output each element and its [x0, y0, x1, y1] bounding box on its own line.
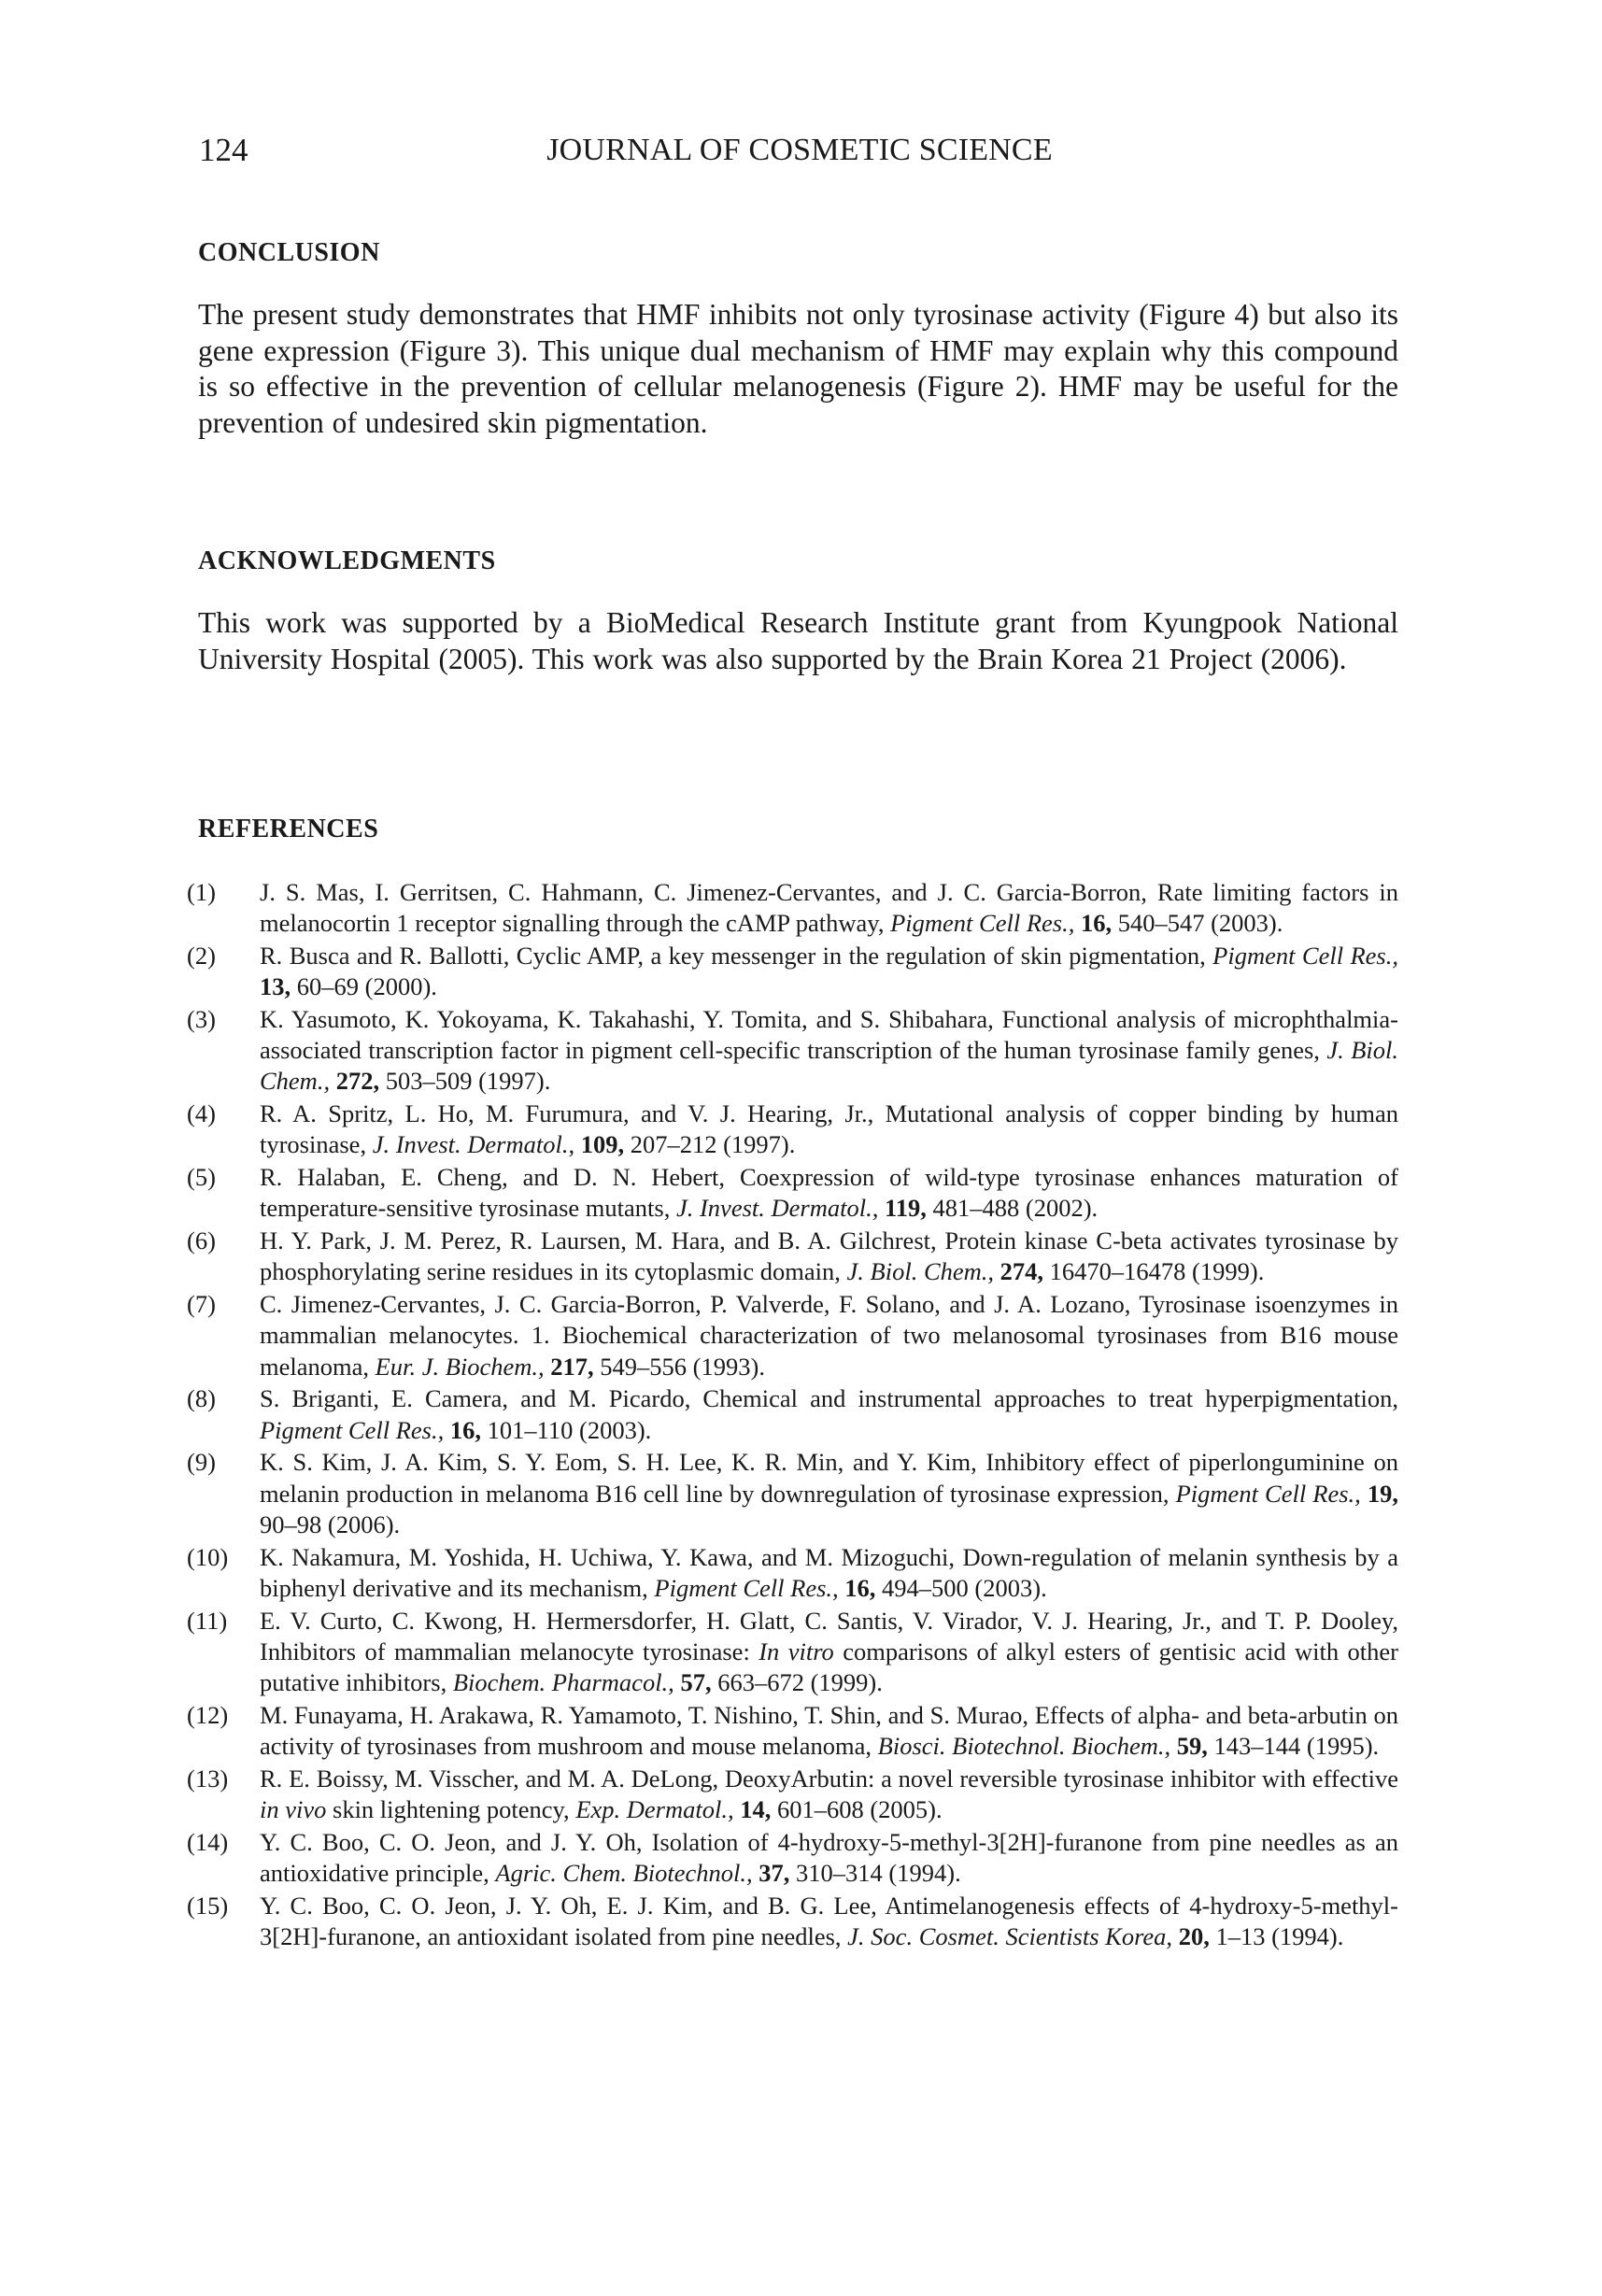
reference-item: [187, 1098, 1398, 1160]
reference-item: [187, 1764, 1398, 1825]
reference-number: (10): [187, 1542, 229, 1571]
reference-text: 1–13 (1994).: [1209, 1922, 1344, 1951]
reference-emphasis: In vitro: [758, 1637, 834, 1665]
reference-text: H. Y. Park, J. M. Perez, R. Laursen, M. Hara, and B. A. Gilchrest, Protein kinase C-beta activates tyrosinase by phosphorylating serine residues in its cytoplasmic domain,: [260, 1226, 1398, 1286]
references-heading: REFERENCES: [198, 815, 379, 843]
reference-item: [187, 877, 1398, 939]
reference-text: 601–608 (2005).: [771, 1795, 943, 1824]
reference-text: K. Nakamura, M. Yoshida, H. Uchiwa, Y. Kawa, and M. Mizoguchi, Down-regulation of melanin synthesis by a biphenyl derivative and its mechanism,: [260, 1542, 1398, 1602]
reference-number: (4): [187, 1099, 216, 1128]
reference-text: 90–98 (2006).: [260, 1509, 401, 1538]
reference-item: [187, 1162, 1398, 1224]
reference-text: Y. C. Boo, C. O. Jeon, and J. Y. Oh, Isolation of 4-hydroxy-5-methyl-3[2H]-furanone from pine needles as an antioxidative principle,: [260, 1827, 1398, 1888]
reference-number: (12): [187, 1700, 229, 1729]
reference-item: [187, 1606, 1398, 1699]
reference-text: 101–110 (2003).: [481, 1415, 652, 1444]
reference-text: comparisons of alkyl esters of gentisic acid with other putative inhibitors,: [260, 1637, 1399, 1697]
reference-item: [187, 1891, 1398, 1952]
reference-number: (1): [187, 878, 216, 906]
reference-item: [187, 1004, 1398, 1098]
reference-journal: J. Invest. Dermatol.,: [372, 1130, 575, 1159]
reference-journal: Biochem. Pharmacol.,: [452, 1668, 674, 1697]
reference-journal: Eur. J. Biochem.,: [375, 1352, 545, 1381]
reference-journal: J. Invest. Dermatol.,: [675, 1194, 879, 1223]
reference-number: (3): [187, 1005, 216, 1033]
reference-volume: 119,: [884, 1194, 927, 1223]
reference-volume: 57,: [680, 1668, 712, 1697]
reference-text: M. Funayama, H. Arakawa, R. Yamamoto, T. Nishino, T. Shin, and S. Murao, Effects of alpha- and beta-arbutin on activity of tyrosinases from mushroom and mouse melanoma,: [260, 1700, 1398, 1761]
reference-volume: 59,: [1176, 1732, 1208, 1761]
reference-text: J. S. Mas, I. Gerritsen, C. Hahmann, C. Jimenez-Cervantes, and J. C. Garcia-Borron, Rate limiting factors in melanocortin 1 receptor signalling through the cAMP pathway,: [260, 878, 1398, 938]
reference-volume: 272,: [335, 1067, 380, 1096]
reference-number: (11): [187, 1606, 228, 1635]
reference-item: [187, 1226, 1398, 1287]
reference-text: 143–144 (1995).: [1207, 1732, 1380, 1761]
reference-item: [187, 1827, 1398, 1889]
reference-text: skin lightening potency,: [326, 1795, 576, 1824]
reference-text: 60–69 (2000).: [291, 972, 437, 1001]
acknowledgments-heading: ACKNOWLEDGMENTS: [198, 546, 496, 575]
reference-journal: Pigment Cell Res.,: [654, 1573, 839, 1602]
conclusion-heading: CONCLUSION: [198, 238, 380, 267]
reference-text: K. Yasumoto, K. Yokoyama, K. Takahashi, Y. Tomita, and S. Shibahara, Functional analysis of microphthalmia-associated transcription factor in pigment cell-specific transcription of the human tyrosinase family genes,: [260, 1005, 1398, 1065]
reference-volume: 217,: [550, 1352, 594, 1381]
reference-volume: 14,: [740, 1795, 772, 1824]
reference-volume: 16,: [449, 1415, 481, 1444]
reference-text: R. Busca and R. Ballotti, Cyclic AMP, a key messenger in the regulation of skin pigmentation,: [260, 942, 1213, 970]
page-number: 124: [199, 132, 248, 168]
reference-list: [187, 877, 1398, 1954]
reference-text: 540–547 (2003).: [1112, 909, 1283, 938]
reference-journal: Pigment Cell Res.,: [260, 1415, 445, 1444]
reference-volume: 274,: [999, 1257, 1044, 1286]
reference-number: (9): [187, 1448, 216, 1477]
reference-text: 310–314 (1994).: [789, 1859, 961, 1888]
conclusion-paragraph: The present study demonstrates that HMF inhibits not only tyrosinase activity (Figure 4) but also its gene expression (Figure 3). This unique dual mechanism of HMF may explain why this compound is so effective in the prevention of cellular melanogenesis (Figure 2). HMF may be useful for the prevention of undesired skin pigmentation.: [198, 298, 1398, 439]
reference-number: (5): [187, 1163, 216, 1192]
reference-journal: Pigment Cell Res.,: [1212, 942, 1398, 970]
reference-text: R. E. Boissy, M. Visscher, and M. A. DeLong, DeoxyArbutin: a novel reversible tyrosinase inhibitor with effective: [260, 1764, 1398, 1793]
reference-number: (8): [187, 1384, 216, 1413]
reference-volume: 19,: [1367, 1479, 1398, 1508]
reference-item: [187, 1542, 1398, 1604]
reference-volume: 16,: [1080, 909, 1113, 938]
reference-volume: 109,: [580, 1130, 625, 1159]
reference-journal: Agric. Chem. Biotechnol.,: [495, 1859, 753, 1888]
reference-text: 503–509 (1997).: [379, 1067, 551, 1096]
reference-text: R. Halaban, E. Cheng, and D. N. Hebert, Coexpression of wild-type tyrosinase enhances maturation of temperature-sensitive tyrosinase mutants,: [260, 1163, 1398, 1223]
reference-number: (13): [187, 1764, 229, 1793]
reference-journal: Pigment Cell Res.,: [890, 909, 1075, 938]
reference-volume: 37,: [758, 1859, 790, 1888]
reference-volume: 16,: [844, 1573, 876, 1602]
reference-text: 494–500 (2003).: [875, 1573, 1047, 1602]
reference-text: R. A. Spritz, L. Ho, M. Furumura, and V. J. Hearing, Jr., Mutational analysis of copper binding by human tyrosinase,: [260, 1099, 1398, 1159]
reference-item: [187, 1289, 1398, 1382]
reference-emphasis: in vivo: [260, 1795, 327, 1824]
reference-journal: J. Biol. Chem.,: [260, 1036, 1398, 1096]
reference-item: [187, 1447, 1398, 1540]
reference-journal: J. Biol. Chem.,: [846, 1257, 995, 1286]
reference-number: (7): [187, 1290, 216, 1319]
reference-text: C. Jimenez-Cervantes, J. C. Garcia-Borron, P. Valverde, F. Solano, and J. A. Lozano, Tyrosinase isoenzymes in mammalian melanocytes. 1. Biochemical characterization of two melanosomal tyrosinases from B16 mouse melanoma,: [260, 1290, 1398, 1381]
acknowledgments-paragraph: This work was supported by a BioMedical Research Institute grant from Kyungpook National University Hospital (2005). This work was also supported by the Brain Korea 21 Project (2006).: [198, 606, 1398, 675]
reference-text: 549–556 (1993).: [593, 1352, 765, 1381]
reference-text: 16470–16478 (1999).: [1043, 1257, 1265, 1286]
reference-item: [187, 1383, 1398, 1445]
reference-text: E. V. Curto, C. Kwong, H. Hermersdorfer, H. Glatt, C. Santis, V. Virador, V. J. Hearing, Jr., and T. P. Dooley, Inhibitors of mammalian melanocyte tyrosinase:: [260, 1606, 1398, 1665]
reference-text: S. Briganti, E. Camera, and M. Picardo, Chemical and instrumental approaches to treat hyperpigmentation,: [260, 1384, 1398, 1413]
reference-volume: 20,: [1178, 1922, 1210, 1951]
reference-number: (14): [187, 1827, 229, 1856]
reference-text: K. S. Kim, J. A. Kim, S. Y. Eom, S. H. Lee, K. R. Min, and Y. Kim, Inhibitory effect of piperlonguminine on melanin production in melanoma B16 cell line by downregulation of tyrosinase expression,: [260, 1448, 1398, 1508]
running-head: JOURNAL OF COSMETIC SCIENCE: [546, 133, 1053, 167]
reference-item: [187, 1700, 1398, 1762]
reference-text: 481–488 (2002).: [926, 1194, 1099, 1223]
reference-journal: Exp. Dermatol.,: [575, 1795, 734, 1824]
reference-journal: Pigment Cell Res.,: [1175, 1479, 1361, 1508]
reference-journal: J. Soc. Cosmet. Scientists Korea,: [847, 1922, 1173, 1951]
reference-item: [187, 941, 1398, 1002]
reference-number: (15): [187, 1891, 229, 1920]
reference-text: Y. C. Boo, C. O. Jeon, J. Y. Oh, E. J. Kim, and B. G. Lee, Antimelanogenesis effects of 4-hydroxy-5-methyl-3[2H]-furanone, an antioxidant isolated from pine needles,: [260, 1891, 1398, 1951]
reference-number: (2): [187, 942, 216, 970]
reference-text: 663–672 (1999).: [711, 1668, 883, 1697]
reference-text: 207–212 (1997).: [624, 1130, 796, 1159]
reference-number: (6): [187, 1226, 216, 1255]
reference-journal: Biosci. Biotechnol. Biochem.,: [877, 1732, 1171, 1761]
reference-volume: 13,: [260, 972, 291, 1001]
